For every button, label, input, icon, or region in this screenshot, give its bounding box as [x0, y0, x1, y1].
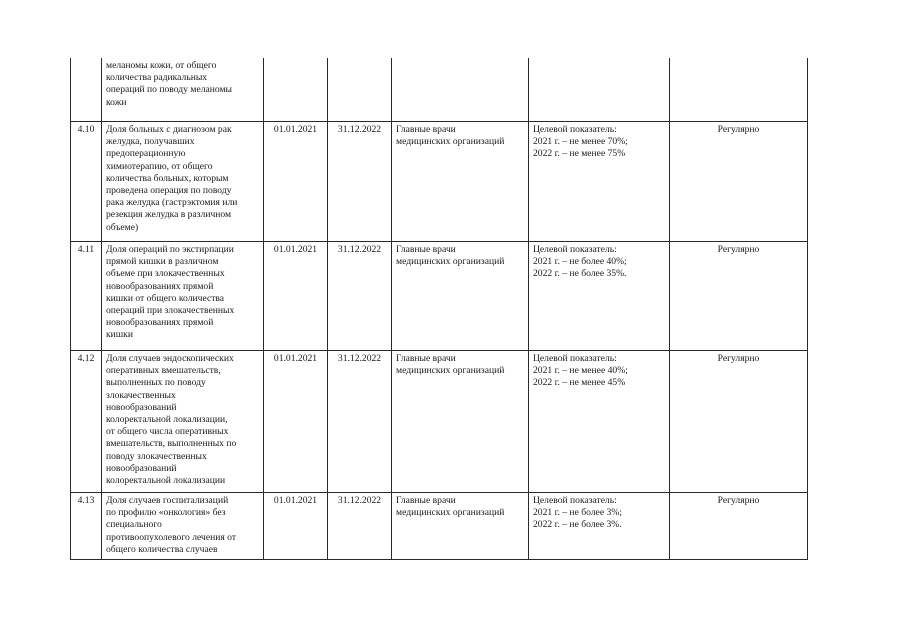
- indicator-description-line: колоректальной локализации: [106, 475, 226, 487]
- end-date: [328, 58, 392, 122]
- responsible-line: Главные врачи: [396, 244, 456, 255]
- responsible-line: медицинских организаций: [396, 365, 505, 377]
- indicator-description-line: Доля больных с диагнозом рак: [106, 124, 232, 135]
- target-indicator-line: Целевой показатель:: [533, 495, 617, 506]
- target-indicator-line: 2021 г. – не менее 40%;: [533, 365, 628, 377]
- indicator-description: [102, 58, 264, 122]
- target-indicator-line: 2022 г. – не менее 45%: [533, 377, 626, 389]
- frequency: Регулярно: [670, 493, 808, 560]
- item-number: 4.13: [71, 493, 102, 560]
- frequency: [670, 58, 808, 122]
- start-date: 01.01.2021: [264, 122, 328, 242]
- indicator-description-line: Доля случаев эндоскопических: [106, 353, 234, 364]
- target-indicator-line: 2022 г. – не более 35%.: [533, 268, 627, 280]
- indicator-description-line: предоперационную: [106, 148, 186, 160]
- responsible-line: медицинских организаций: [396, 256, 505, 268]
- indicator-description-line: прямой кишки в различном: [106, 256, 219, 268]
- table-row: [71, 493, 808, 560]
- indicator-description-line: от общего числа оперативных: [106, 426, 229, 438]
- target-indicator-line: 2021 г. – не менее 70%;: [533, 136, 628, 148]
- table-row: [71, 351, 808, 493]
- target-indicator-line: 2021 г. – не более 40%;: [533, 256, 627, 268]
- indicator-description-line: новообразований: [106, 401, 177, 413]
- target-indicator-line: Целевой показатель:: [533, 124, 617, 135]
- start-date: 01.01.2021: [264, 242, 328, 351]
- item-number: 4.11: [71, 242, 102, 351]
- frequency: Регулярно: [670, 242, 808, 351]
- target-indicator: [529, 242, 670, 351]
- responsible-line: медицинских организаций: [396, 507, 505, 519]
- table-row: [71, 242, 808, 351]
- responsible: [392, 493, 529, 560]
- item-number: [71, 58, 102, 122]
- indicator-description-line: количества больных, которым: [106, 172, 229, 184]
- indicator-description-line: злокачественных: [106, 389, 176, 401]
- item-number: 4.10: [71, 122, 102, 242]
- target-indicator-line: 2021 г. – не более 3%;: [533, 507, 622, 519]
- end-date: 31.12.2022: [328, 351, 392, 493]
- table-row: [71, 58, 808, 122]
- indicator-description-line: количества радикальных: [106, 72, 208, 84]
- responsible: [392, 58, 529, 122]
- indicator-description-line: оперативных вмешательств,: [106, 365, 221, 377]
- indicator-description-line: проведена операция по поводу: [106, 185, 232, 197]
- indicator-description-line: колоректальной локализации,: [106, 414, 228, 426]
- indicator-description-line: резекция желудка в различном: [106, 209, 232, 221]
- target-indicator: [529, 58, 670, 122]
- indicator-description-line: новообразований: [106, 462, 177, 474]
- indicator-description-line: вмешательств, выполненных по: [106, 438, 237, 450]
- item-number: 4.12: [71, 351, 102, 493]
- indicator-description-line: Доля операций по экстирпации: [106, 244, 234, 255]
- frequency: Регулярно: [670, 122, 808, 242]
- responsible-line: Главные врачи: [396, 495, 456, 506]
- indicator-description-line: новообразованиях прямой: [106, 317, 214, 329]
- indicator-description-line: кожи: [106, 96, 127, 108]
- indicator-description-line: противоопухолевого лечения от: [106, 531, 237, 543]
- indicator-description-line: Доля случаев госпитализаций: [106, 495, 229, 506]
- indicator-description-line: объеме): [106, 221, 139, 233]
- indicator-description-line: поводу злокачественных: [106, 450, 207, 462]
- target-indicator-line: Целевой показатель:: [533, 244, 617, 255]
- indicator-description: [102, 493, 264, 560]
- indicator-description-line: химиотерапию, от общего: [106, 160, 213, 172]
- responsible-line: Главные врачи: [396, 353, 456, 364]
- indicator-description-line: по профилю «онкология» без: [106, 507, 226, 519]
- frequency: Регулярно: [670, 351, 808, 493]
- start-date: 01.01.2021: [264, 493, 328, 560]
- end-date: 31.12.2022: [328, 122, 392, 242]
- indicator-description-line: операций по поводу меланомы: [106, 84, 233, 96]
- indicator-description-line: кишки: [106, 329, 133, 341]
- indicator-description-line: объеме при злокачественных: [106, 268, 225, 280]
- indicator-description-line: операций при злокачественных: [106, 305, 235, 317]
- responsible-line: медицинских организаций: [396, 136, 505, 148]
- indicator-description: [102, 242, 264, 351]
- responsible: [392, 351, 529, 493]
- measures-table: [70, 58, 808, 560]
- indicator-description-line: новообразованиях прямой: [106, 280, 214, 292]
- start-date: 01.01.2021: [264, 351, 328, 493]
- responsible-line: Главные врачи: [396, 124, 456, 135]
- end-date: 31.12.2022: [328, 242, 392, 351]
- indicator-description-line: общего количества случаев: [106, 543, 218, 555]
- indicator-description-line: желудка, получавших: [106, 136, 195, 148]
- table-row: [71, 122, 808, 242]
- indicator-description-line: выполненных по поводу: [106, 377, 206, 389]
- target-indicator-line: 2022 г. – не более 3%.: [533, 519, 622, 531]
- indicator-description-line: рака желудка (гастрэктомия или: [106, 197, 238, 209]
- target-indicator-line: 2022 г. – не менее 75%: [533, 148, 626, 160]
- start-date: [264, 58, 328, 122]
- indicator-description: [102, 122, 264, 242]
- target-indicator: [529, 351, 670, 493]
- target-indicator-line: Целевой показатель:: [533, 353, 617, 364]
- indicator-description-line: меланомы кожи, от общего: [106, 60, 217, 71]
- indicator-description: [102, 351, 264, 493]
- responsible: [392, 242, 529, 351]
- target-indicator: [529, 493, 670, 560]
- table-body: [71, 58, 808, 560]
- end-date: 31.12.2022: [328, 493, 392, 560]
- responsible: [392, 122, 529, 242]
- indicator-description-line: кишки от общего количества: [106, 292, 225, 304]
- target-indicator: [529, 122, 670, 242]
- indicator-description-line: специального: [106, 519, 162, 531]
